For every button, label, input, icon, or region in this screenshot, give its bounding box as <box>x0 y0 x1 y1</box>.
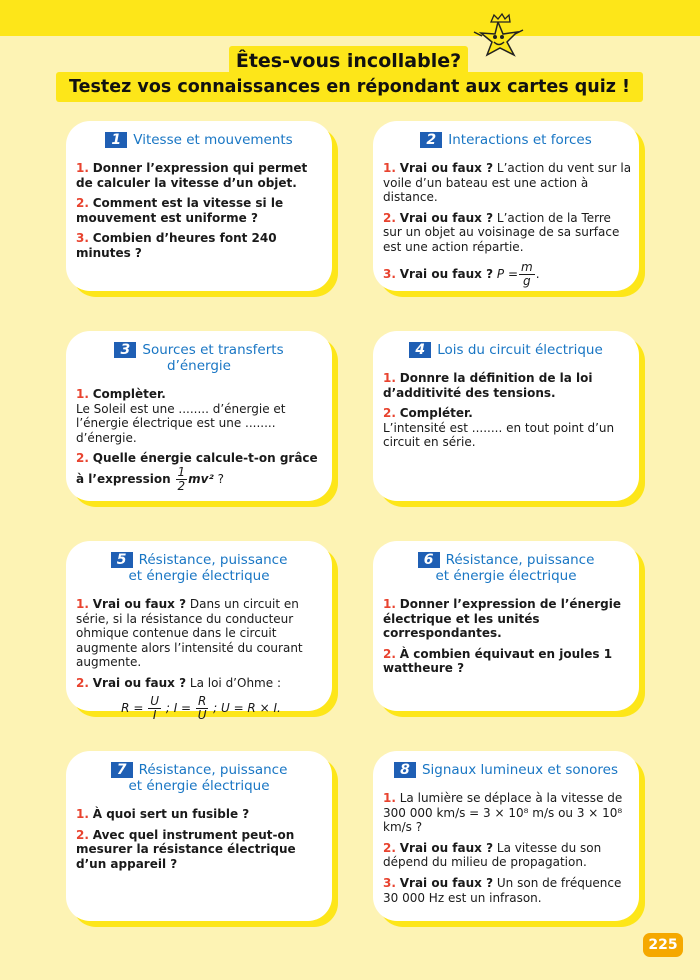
question-3: 3. Vrai ou faux ? P = $\frac{m}{g}$ . <box>383 259 540 288</box>
quiz-card-1 <box>66 121 332 291</box>
card-title: 7 Résistance, puissance et énergie électrique <box>72 762 326 794</box>
question-1: 1. À quoi sert un fusible ? <box>76 807 250 821</box>
quiz-card-3 <box>66 331 332 501</box>
card-title: 2 Interactions et forces <box>379 132 633 148</box>
card-number-badge: 3 <box>114 342 136 358</box>
quiz-card-8 <box>373 751 639 921</box>
question-2: 2. Quelle énergie calcule-t-on grâce à l’expression $\frac{1}{2}$ mv² ? <box>76 451 318 493</box>
question-2: 2. Vrai ou faux ? La loi d’Ohme : <box>76 675 281 690</box>
star-mascot-icon <box>470 10 530 70</box>
card-title: 8 Signaux lumineux et sonores <box>379 762 633 778</box>
quiz-card-7 <box>66 751 332 921</box>
page-subtitle: Testez vos connaissances en répondant aux cartes quiz ! <box>56 72 643 102</box>
page-title: Êtes-vous incollable? <box>229 46 468 76</box>
card-title: 3 Sources et transferts d’énergie <box>72 342 326 374</box>
question-1: 1. Donnre la définition de la loi d’additivité des tensions. <box>383 371 593 400</box>
card-title: 1 Vitesse et mouvements <box>72 132 326 148</box>
question-1: 1. Donner l’expression qui permet de calculer la vitesse d’un objet. <box>76 161 308 190</box>
quiz-card-6 <box>373 541 639 711</box>
question-1: 1. Donner l’expression de l’énergie électrique et les unités correspondantes. <box>383 597 621 641</box>
question-1: 1. La lumière se déplace à la vitesse de 300 000 km/s = 3 × 10⁸ m/s ou 3 × 10⁸ km/s ? <box>383 791 623 835</box>
fraction: $\frac{R}{U}$ <box>197 693 207 722</box>
quiz-card-2 <box>373 121 639 291</box>
card-number-badge: 4 <box>409 342 431 358</box>
ohm-formula: R = $\frac{U}{I}$ ; I = $\frac{R}{U}$ ; U = R × I. <box>121 693 281 722</box>
card-number-badge: 5 <box>111 552 133 568</box>
quiz-card-5 <box>66 541 332 722</box>
fraction: $\frac{m}{g}$ <box>521 259 533 288</box>
question-3: 3. Combien d’heures font 240 minutes ? <box>76 231 277 260</box>
card-title: 4 Lois du circuit électrique <box>379 342 633 358</box>
card-number-badge: 2 <box>420 132 442 148</box>
question-2: 2. Vrai ou faux ? La vitesse du son dépend du milieu de propagation. <box>383 840 602 870</box>
card-number-badge: 8 <box>394 762 416 778</box>
question-1: 1. Complèter. Le Soleil est une ........ d’énergie et l’énergie électrique est une ........ d’énergie. <box>76 387 286 445</box>
card-title: 6 Résistance, puissance et énergie électrique <box>379 552 633 584</box>
card-number-badge: 7 <box>111 762 133 778</box>
card-number-badge: 6 <box>418 552 440 568</box>
quiz-card-4 <box>373 331 639 501</box>
card-title: 5 Résistance, puissance et énergie électrique <box>72 552 326 584</box>
question-3: 3. Vrai ou faux ? Un son de fréquence 30 000 Hz est un infrason. <box>383 875 622 905</box>
question-2: 2. Vrai ou faux ? L’action de la Terre sur un objet au voisinage de sa surface est une action répartie. <box>383 210 620 254</box>
fraction: $\frac{1}{2}$ <box>177 464 186 493</box>
question-1: 1. Vrai ou faux ? L’action du vent sur la voile d’un bateau est une action à distance. <box>383 161 632 205</box>
card-number-badge: 1 <box>105 132 127 148</box>
question-1: 1. Vrai ou faux ? Dans un circuit en série, si la résistance du conducteur ohmique contenue dans le circuit augmente alors l’intensité du courant augmente. <box>76 597 303 670</box>
question-2: 2. Avec quel instrument peut-on mesurer la résistance électrique d’un appareil ? <box>76 827 296 871</box>
question-2: 2. Comment est la vitesse si le mouvement est uniforme ? <box>76 196 284 225</box>
page-number: 225 <box>643 933 683 957</box>
top-banner <box>0 0 700 36</box>
fraction: $\frac{U}{I}$ <box>150 693 160 722</box>
question-2: 2. À combien équivaut en joules 1 wattheure ? <box>383 646 613 676</box>
question-2: 2. Compléter. L’intensité est ........ en tout point d’un circuit en série. <box>383 406 615 450</box>
